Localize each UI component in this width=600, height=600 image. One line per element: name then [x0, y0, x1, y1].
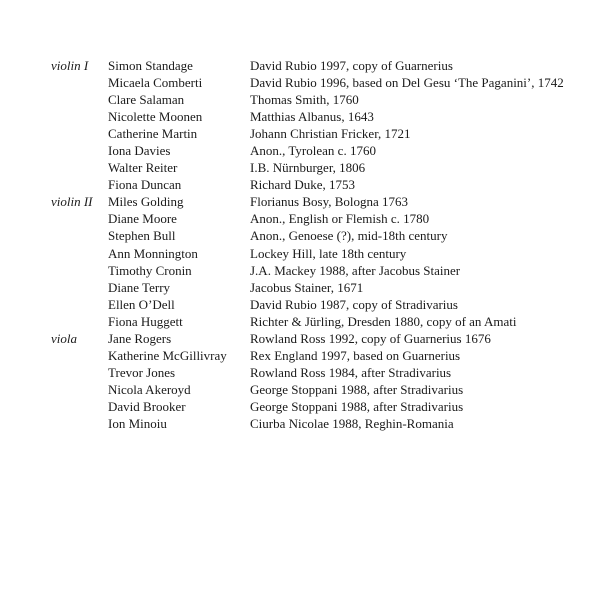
- player-row: [0, 415, 600, 432]
- player-row: [0, 176, 600, 193]
- player-row: [0, 330, 600, 347]
- player-name: Clare Salaman: [108, 92, 185, 108]
- player-row: [0, 279, 600, 296]
- player-name: Fiona Huggett: [108, 313, 183, 329]
- player-name: David Brooker: [108, 398, 186, 414]
- instrument-description: I.B. Nürnburger, 1806: [250, 160, 366, 176]
- section-label: violin II: [51, 194, 93, 210]
- instrument-description: Richard Duke, 1753: [250, 177, 356, 193]
- player-row: [0, 193, 600, 210]
- instrument-description: Lockey Hill, late 18th century: [250, 245, 407, 261]
- player-name: Walter Reiter: [108, 160, 178, 176]
- instrument-description: J.A. Mackey 1988, after Jacobus Stainer: [250, 262, 461, 278]
- instrument-description: Johann Christian Fricker, 1721: [250, 126, 411, 142]
- player-row: [0, 364, 600, 381]
- instrument-description: Rowland Ross 1992, copy of Guarnerius 1676: [250, 330, 491, 346]
- player-name: Miles Golding: [108, 194, 184, 210]
- player-name: Diane Terry: [108, 279, 171, 295]
- instrument-description: Anon., Genoese (?), mid-18th century: [250, 228, 448, 244]
- instrument-description: George Stoppani 1988, after Stradivarius: [250, 381, 464, 397]
- section-label: violin I: [51, 58, 89, 73]
- player-row: [0, 296, 600, 313]
- instrument-description: George Stoppani 1988, after Stradivarius: [250, 398, 464, 414]
- instrument-description: Jacobus Stainer, 1671: [250, 279, 364, 295]
- instrument-description: Florianus Bosy, Bologna 1763: [250, 194, 409, 210]
- player-name: Ion Minoiu: [108, 415, 167, 431]
- player-row: [0, 108, 600, 125]
- instrument-description: Anon., English or Flemish c. 1780: [250, 211, 430, 227]
- player-name: Iona Davies: [108, 143, 171, 159]
- player-row: [0, 142, 600, 159]
- player-row: [0, 227, 600, 244]
- player-row: [0, 262, 600, 279]
- player-name: Katherine McGillivray: [108, 347, 227, 363]
- player-name: Diane Moore: [108, 211, 177, 227]
- player-name: Timothy Cronin: [108, 262, 192, 278]
- player-name: Stephen Bull: [108, 228, 176, 244]
- instrument-description: David Rubio 1997, copy of Guarnerius: [250, 58, 453, 73]
- player-name: Catherine Martin: [108, 126, 198, 142]
- player-row: [0, 74, 600, 91]
- player-row: [0, 210, 600, 227]
- instrument-description: David Rubio 1996, based on Del Gesu ‘The Paganini’, 1742: [250, 75, 564, 91]
- instrument-description: Thomas Smith, 1760: [250, 92, 359, 108]
- instrument-description: Matthias Albanus, 1643: [250, 109, 374, 125]
- player-name: Ellen O’Dell: [108, 296, 175, 312]
- section-label: viola: [51, 330, 77, 346]
- player-name: Ann Monnington: [108, 245, 198, 261]
- player-name: Nicolette Moonen: [108, 109, 203, 125]
- instrument-description: Ciurba Nicolae 1988, Reghin-Romania: [250, 415, 454, 431]
- player-name: Fiona Duncan: [108, 177, 182, 193]
- player-name: Jane Rogers: [108, 330, 172, 346]
- instrument-list: [0, 57, 600, 432]
- player-row: [0, 125, 600, 142]
- instrument-description: David Rubio 1987, copy of Stradivarius: [250, 296, 458, 312]
- instrument-description: Rowland Ross 1984, after Stradivarius: [250, 364, 452, 380]
- player-name: Trevor Jones: [108, 364, 176, 380]
- player-row: [0, 159, 600, 176]
- instrument-description: Anon., Tyrolean c. 1760: [250, 143, 376, 159]
- player-row: [0, 91, 600, 108]
- player-row: [0, 57, 600, 74]
- player-row: [0, 398, 600, 415]
- player-row: [0, 313, 600, 330]
- player-name: Nicola Akeroyd: [108, 381, 191, 397]
- player-row: [0, 245, 600, 262]
- instrument-description: Rex England 1997, based on Guarnerius: [250, 347, 461, 363]
- player-row: [0, 347, 600, 364]
- player-name: Simon Standage: [108, 58, 193, 73]
- player-name: Micaela Comberti: [108, 75, 203, 91]
- player-row: [0, 381, 600, 398]
- instrument-description: Richter & Jürling, Dresden 1880, copy of an Amati: [250, 313, 517, 329]
